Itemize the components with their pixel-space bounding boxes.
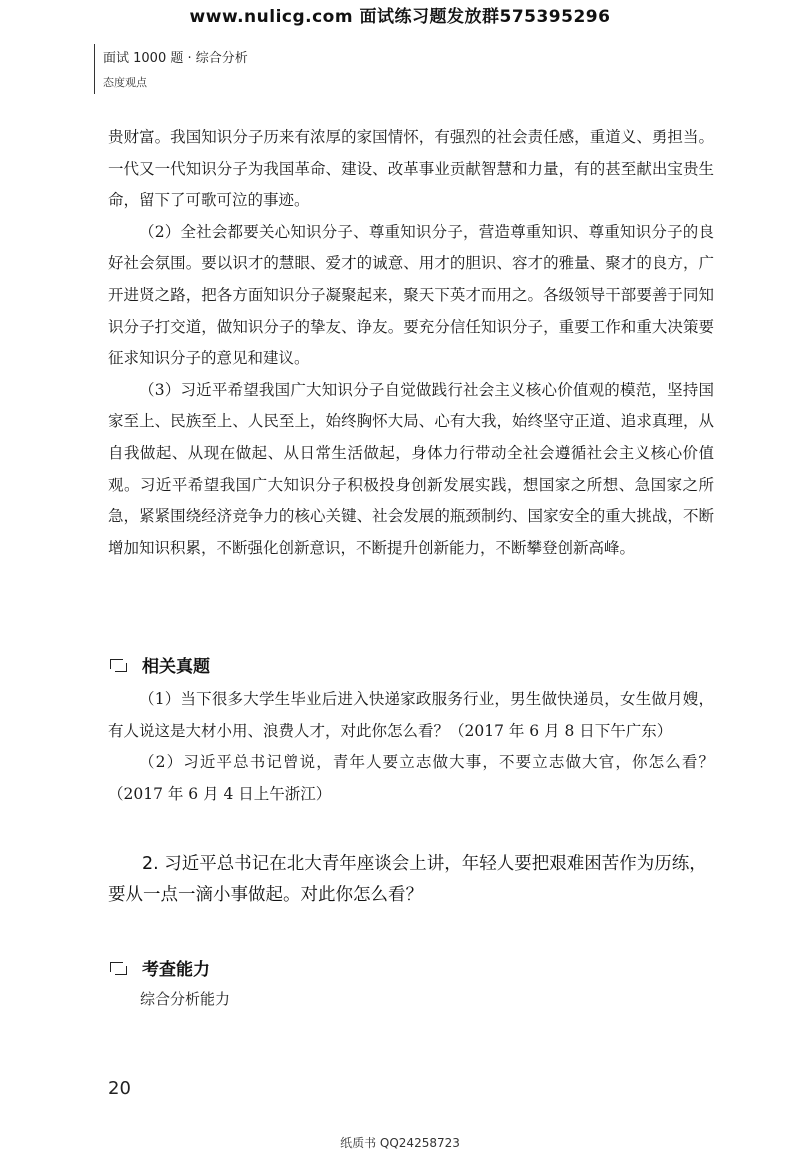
footer-note: 纸质书 QQ24258723 [340, 1136, 460, 1150]
page-number: 20 [108, 1078, 131, 1099]
question-2 [108, 849, 714, 911]
related-section-heading [108, 652, 210, 677]
ability-section-heading [108, 955, 210, 980]
related-section-title: 相关真题 [142, 657, 210, 677]
related-questions-icon [108, 656, 130, 674]
paragraph-continuation: 贵财富。我国知识分子历来有浓厚的家国情怀，有强烈的社会责任感，重道义、勇担当。一代又一代知识分子为我国革命、建设、改革事业贡献智慧和力量，有的甚至献出宝贵生命，留下了可歌可泣的事迹。 [108, 128, 714, 210]
book-title: 面试 1000 题 · 综合分析 [103, 51, 248, 66]
related-questions-list [108, 684, 714, 810]
running-head [94, 44, 248, 94]
question-line-2: 要从一点一滴小事做起。对此你怎么看？ [108, 885, 423, 905]
related-question-1: （1）当下很多大学生毕业后进入快递家政服务行业，男生做快递员，女生做月嫂，有人说这是大材小用、浪费人才，对此你怎么看？（2017 年 6 月 8 日下午广东） [108, 690, 714, 740]
ability-icon [108, 959, 130, 977]
ability-text: 综合分析能力 [140, 990, 231, 1008]
question-line-1: 2. 习近平总书记在北大青年座谈会上讲，年轻人要把艰难困苦作为历练， [142, 854, 707, 874]
paragraph-point-3: （3）习近平希望我国广大知识分子自觉做践行社会主义核心价值观的模范，坚持国家至上、民族至上、人民至上，始终胸怀大局、心有大我，始终坚守正道、追求真理，从自我做起、从现在做起、从日常生活做起，身体力行带动全社会遵循社会主义核心价值观。习近平希望我国广大知识分子积极投身创新发展实践，想国家之所想、急国家之所急，紧紧围绕经济竞争力的核心关键、社会发展的瓶颈制约、国家安全的重大挑战，不断增加知识积累，不断强化创新意识，不断提升创新能力，不断攀登创新高峰。 [108, 380, 714, 557]
chapter-subtitle: 态度观点 [103, 76, 147, 89]
related-question-2: （2）习近平总书记曾说，青年人要立志做大事，不要立志做大官，你怎么看？（2017 年 6 月 4 日上午浙江） [108, 753, 714, 803]
watermark-banner: www.nulicg.com 面试练习题发放群575395296 [189, 7, 611, 27]
body-text [108, 122, 714, 564]
ability-section-title: 考查能力 [142, 960, 210, 980]
paragraph-point-2: （2）全社会都要关心知识分子、尊重知识分子，营造尊重知识、尊重知识分子的良好社会氛围。要以识才的慧眼、爱才的诚意、用才的胆识、容才的雅量、聚才的良方，广开进贤之路，把各方面知识分子凝聚起来，聚天下英才而用之。各级领导干部要善于同知识分子打交道，做知识分子的挚友、诤友。要充分信任知识分子，重要工作和重大决策要征求知识分子的意见和建议。 [108, 222, 714, 368]
